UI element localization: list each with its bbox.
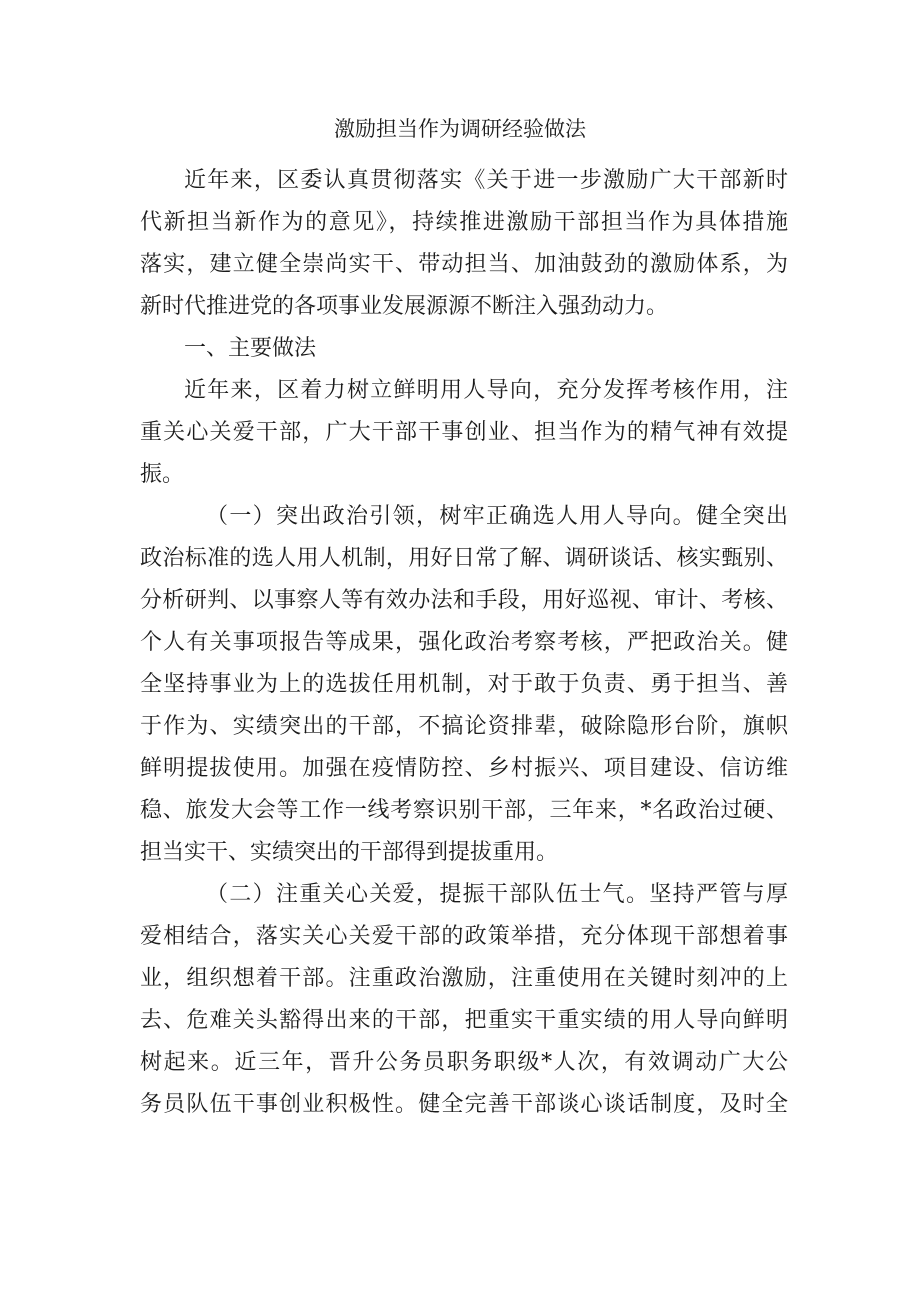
text-line: 落实，建立健全崇尚实干、带动担当、加油鼓劲的激励体系，为 bbox=[140, 252, 788, 277]
text-line: 振。 bbox=[140, 462, 185, 487]
text-line: 稳、旅发大会等工作一线考察识别干部，三年来，*名政治过硬、 bbox=[140, 798, 788, 823]
text-line: 爱相结合，落实关心关爱干部的政策举措，充分体现干部想着事 bbox=[140, 924, 788, 949]
text-line: 代新担当新作为的意见》，持续推进激励干部担当作为具体措施 bbox=[140, 210, 788, 235]
intro-paragraph bbox=[140, 160, 788, 328]
text-line: 重关心关爱干部，广大干部干事创业、担当作为的精气神有效提 bbox=[140, 420, 788, 445]
text-line: （一）突出政治引领，树牢正确选人用人导向。健全突出 bbox=[206, 504, 788, 529]
text-line: 近年来，区委认真贯彻落实《关于进一步激励广大干部新时 bbox=[184, 168, 788, 193]
subsection-1-paragraph bbox=[140, 496, 788, 874]
text-line: 业，组织想着干部。注重政治激励，注重使用在关键时刻冲的上 bbox=[140, 966, 788, 991]
section-intro-paragraph bbox=[140, 370, 788, 496]
document-title: 激励担当作为调研经验做法 bbox=[334, 117, 586, 141]
subsection-2-paragraph bbox=[140, 874, 788, 1126]
text-line: 担当实干、实绩突出的干部得到提拔重用。 bbox=[140, 840, 559, 865]
text-line: 个人有关事项报告等成果，强化政治考察考核，严把政治关。健 bbox=[140, 630, 788, 655]
text-line: 鲜明提拔使用。加强在疫情防控、乡村振兴、项目建设、信访维 bbox=[140, 756, 788, 781]
text-line: 去、危难关头豁得出来的干部，把重实干重实绩的用人导向鲜明 bbox=[140, 1008, 788, 1033]
text-line: 务员队伍干事创业积极性。健全完善干部谈心谈话制度，及时全 bbox=[140, 1092, 788, 1117]
text-line: 分析研判、以事察人等有效办法和手段，用好巡视、审计、考核、 bbox=[140, 588, 788, 613]
section-heading: 一、主要做法 bbox=[184, 336, 317, 361]
text-line: 于作为、实绩突出的干部，不搞论资排辈，破除隐形台阶，旗帜 bbox=[140, 714, 788, 739]
text-line: 政治标准的选人用人机制，用好日常了解、调研谈话、核实甄别、 bbox=[140, 546, 788, 571]
text-line: 近年来，区着力树立鲜明用人导向，充分发挥考核作用，注 bbox=[184, 378, 788, 403]
text-line: 全坚持事业为上的选拔任用机制，对于敢于负责、勇于担当、善 bbox=[140, 672, 788, 697]
document-body bbox=[140, 160, 788, 1126]
text-line: 新时代推进党的各项事业发展源源不断注入强劲动力。 bbox=[140, 294, 669, 319]
text-line: 树起来。近三年，晋升公务员职务职级*人次，有效调动广大公 bbox=[140, 1050, 788, 1075]
text-line: （二）注重关心关爱，提振干部队伍士气。坚持严管与厚 bbox=[206, 882, 788, 907]
